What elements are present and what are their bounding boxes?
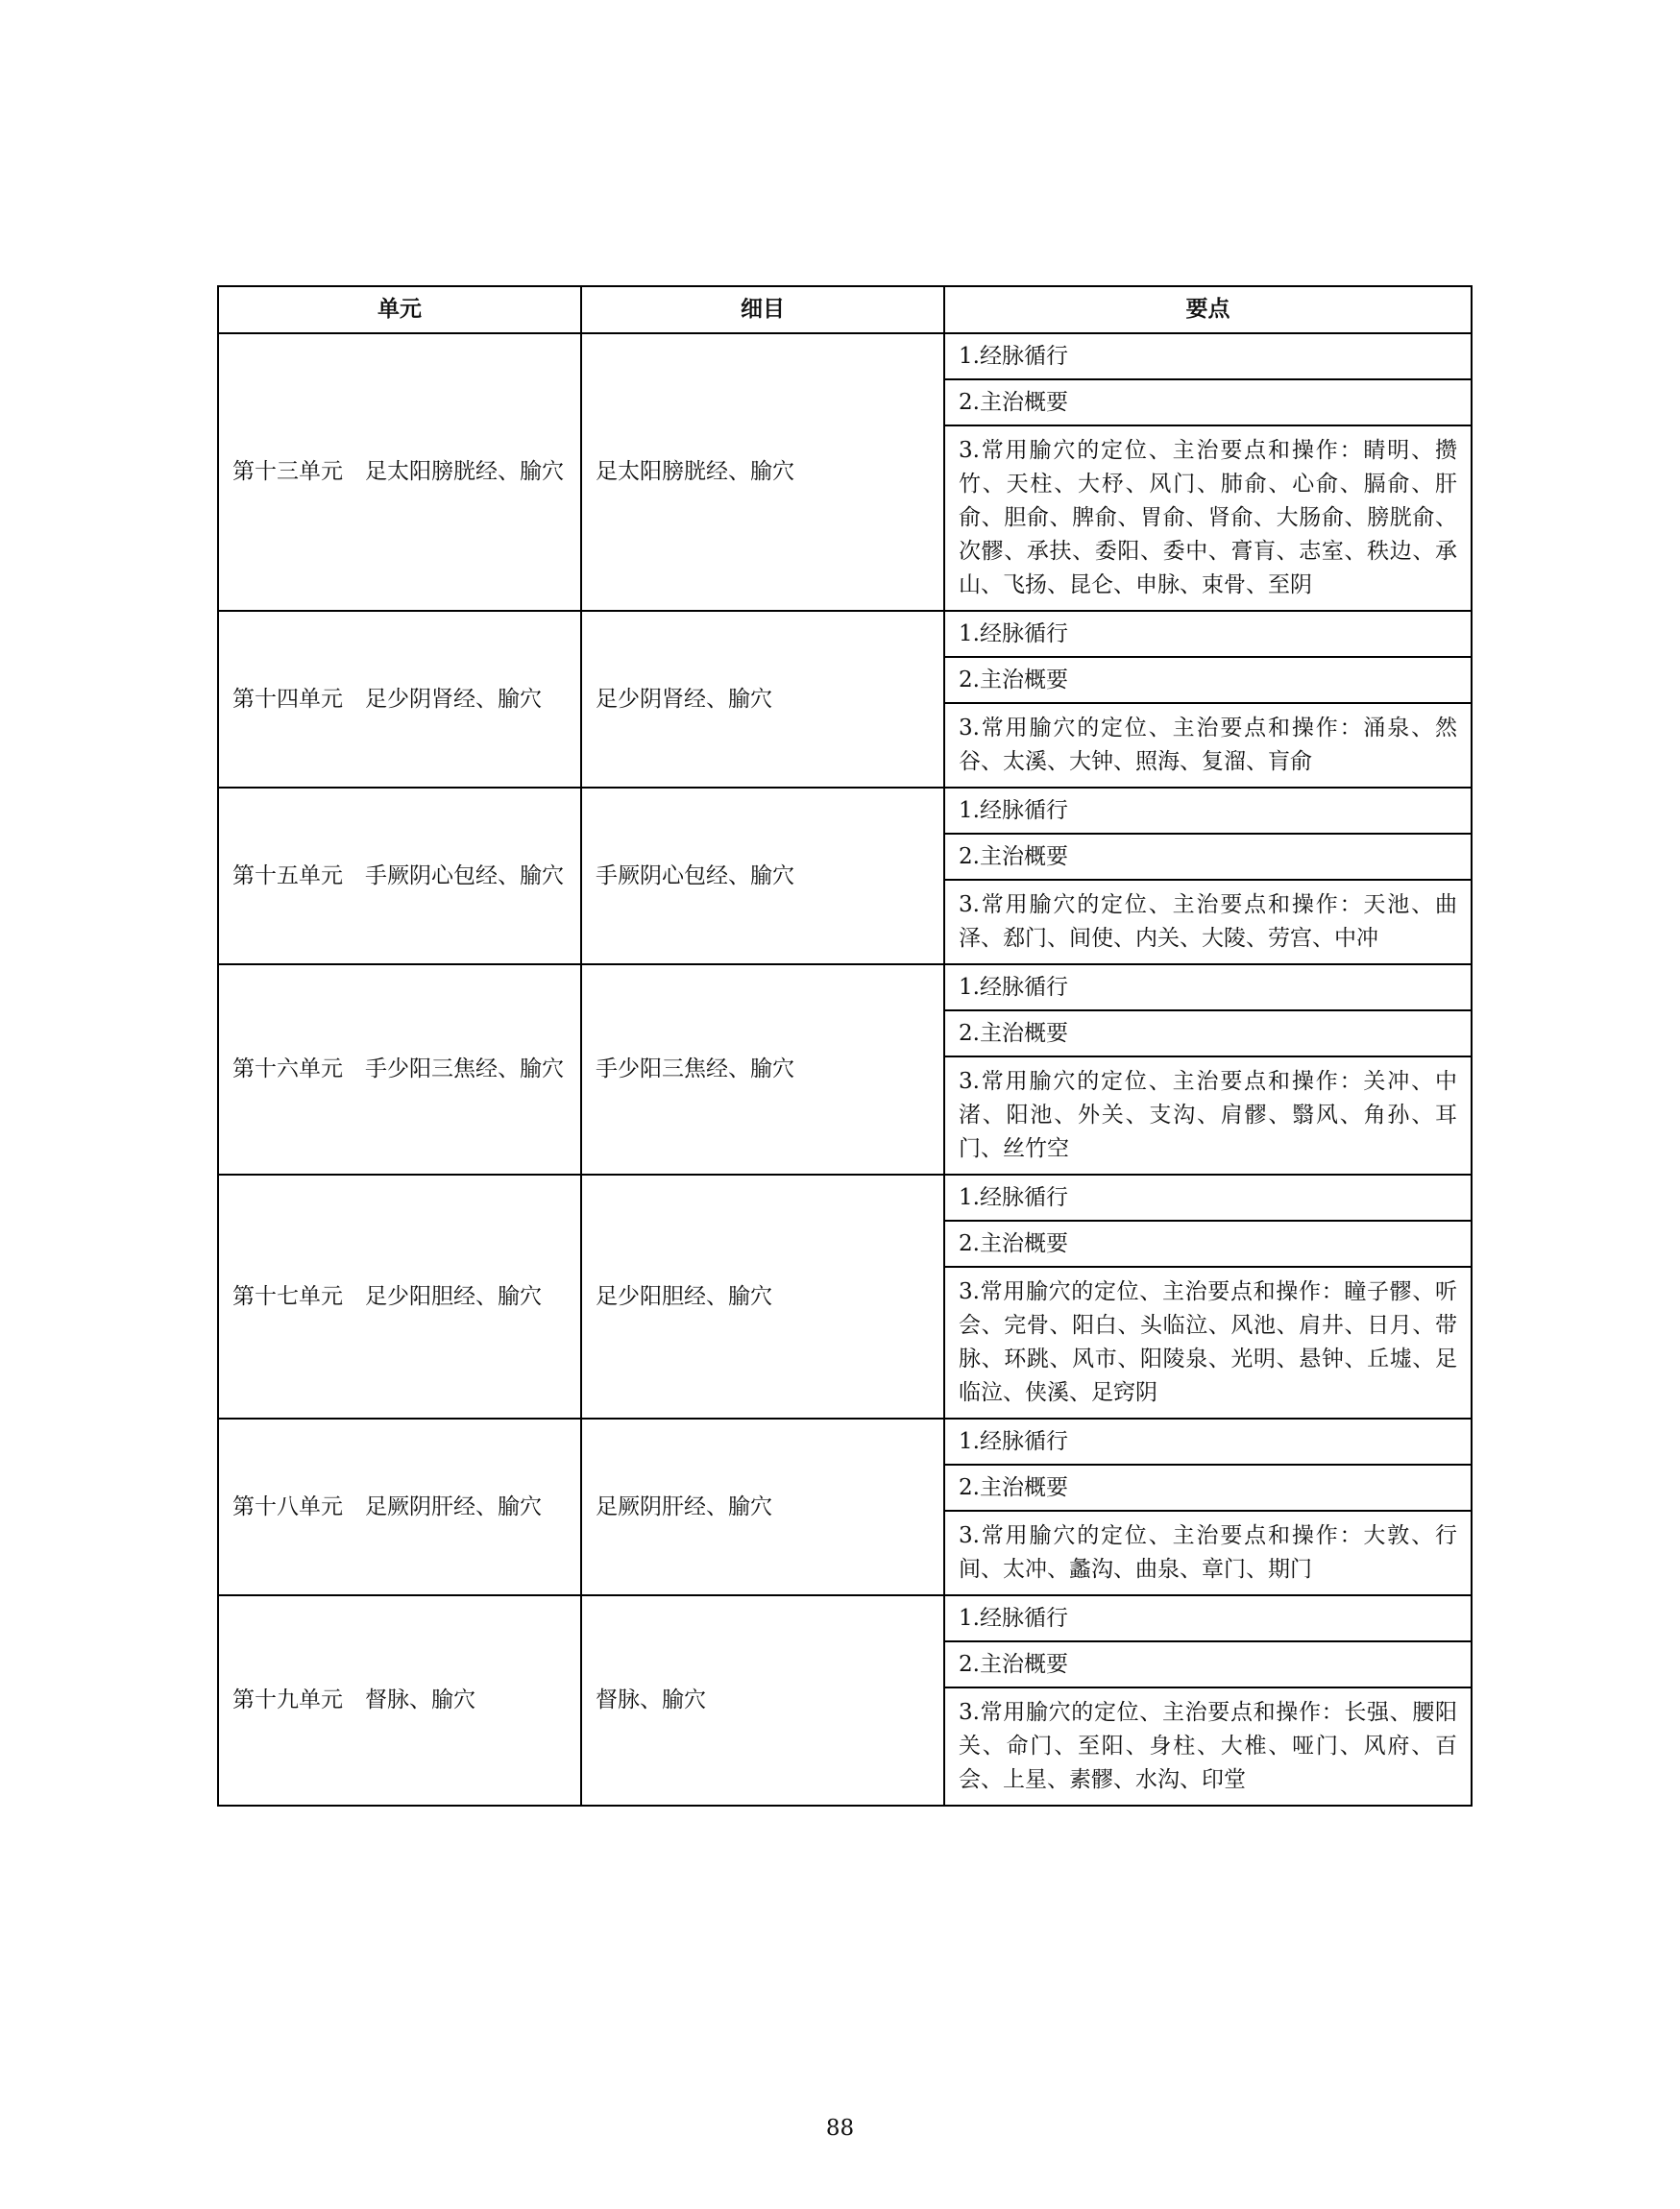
item-cell: 足太阳膀胱经、腧穴 (581, 333, 944, 611)
item-cell: 足少阳胆经、腧穴 (581, 1175, 944, 1419)
item-cell: 手少阳三焦经、腧穴 (581, 964, 944, 1175)
point-cell: 2.主治概要 (944, 834, 1472, 880)
table-row (218, 1419, 1472, 1465)
item-cell: 手厥阴心包经、腧穴 (581, 788, 944, 964)
point-cell: 1.经脉循行 (944, 611, 1472, 657)
unit-cell: 第十八单元 足厥阴肝经、腧穴 (218, 1419, 581, 1595)
unit-cell: 第十五单元 手厥阴心包经、腧穴 (218, 788, 581, 964)
point-cell: 3.常用腧穴的定位、主治要点和操作：关冲、中渚、阳池、外关、支沟、肩髎、翳风、角孙、耳门、丝竹空 (944, 1056, 1472, 1175)
unit-cell: 第十九单元 督脉、腧穴 (218, 1595, 581, 1806)
item-cell: 足少阴肾经、腧穴 (581, 611, 944, 788)
point-cell: 1.经脉循行 (944, 964, 1472, 1010)
unit-cell: 第十六单元 手少阳三焦经、腧穴 (218, 964, 581, 1175)
table-row (218, 788, 1472, 834)
point-cell: 1.经脉循行 (944, 1419, 1472, 1465)
table-row (218, 1175, 1472, 1221)
syllabus-table (217, 285, 1473, 1807)
point-cell: 2.主治概要 (944, 1641, 1472, 1687)
page-number: 88 (825, 2116, 855, 2141)
header-points: 要点 (944, 286, 1472, 333)
point-cell: 3.常用腧穴的定位、主治要点和操作：瞳子髎、听会、完骨、阳白、头临泣、风池、肩井、日月、带脉、环跳、风市、阳陵泉、光明、悬钟、丘墟、足临泣、侠溪、足窍阴 (944, 1267, 1472, 1419)
point-cell: 2.主治概要 (944, 1010, 1472, 1056)
point-cell: 2.主治概要 (944, 1221, 1472, 1267)
point-cell: 3.常用腧穴的定位、主治要点和操作：睛明、攒竹、天柱、大杼、风门、肺俞、心俞、膈俞、肝俞、胆俞、脾俞、胃俞、肾俞、大肠俞、膀胱俞、次髎、承扶、委阳、委中、膏肓、志室、秩边、承山、飞扬、昆仑、申脉、束骨、至阴 (944, 425, 1472, 611)
point-cell: 3.常用腧穴的定位、主治要点和操作：长强、腰阳关、命门、至阳、身柱、大椎、哑门、风府、百会、上星、素髎、水沟、印堂 (944, 1687, 1472, 1806)
table-body (218, 333, 1472, 1806)
item-cell: 督脉、腧穴 (581, 1595, 944, 1806)
point-cell: 3.常用腧穴的定位、主治要点和操作：天池、曲泽、郄门、间使、内关、大陵、劳宫、中冲 (944, 880, 1472, 964)
table-row (218, 333, 1472, 379)
unit-cell: 第十三单元 足太阳膀胱经、腧穴 (218, 333, 581, 611)
table-row (218, 964, 1472, 1010)
point-cell: 2.主治概要 (944, 657, 1472, 703)
point-cell: 1.经脉循行 (944, 333, 1472, 379)
unit-cell: 第十七单元 足少阳胆经、腧穴 (218, 1175, 581, 1419)
point-cell: 1.经脉循行 (944, 788, 1472, 834)
header-row (218, 286, 1472, 333)
item-cell: 足厥阴肝经、腧穴 (581, 1419, 944, 1595)
point-cell: 3.常用腧穴的定位、主治要点和操作：大敦、行间、太冲、蠡沟、曲泉、章门、期门 (944, 1511, 1472, 1595)
table-row (218, 1595, 1472, 1641)
point-cell: 2.主治概要 (944, 379, 1472, 425)
point-cell: 2.主治概要 (944, 1465, 1472, 1511)
point-cell: 3.常用腧穴的定位、主治要点和操作：涌泉、然谷、太溪、大钟、照海、复溜、肓俞 (944, 703, 1472, 788)
unit-cell: 第十四单元 足少阴肾经、腧穴 (218, 611, 581, 788)
table-row (218, 611, 1472, 657)
point-cell: 1.经脉循行 (944, 1595, 1472, 1641)
point-cell: 1.经脉循行 (944, 1175, 1472, 1221)
header-unit: 单元 (218, 286, 581, 333)
header-item: 细目 (581, 286, 944, 333)
